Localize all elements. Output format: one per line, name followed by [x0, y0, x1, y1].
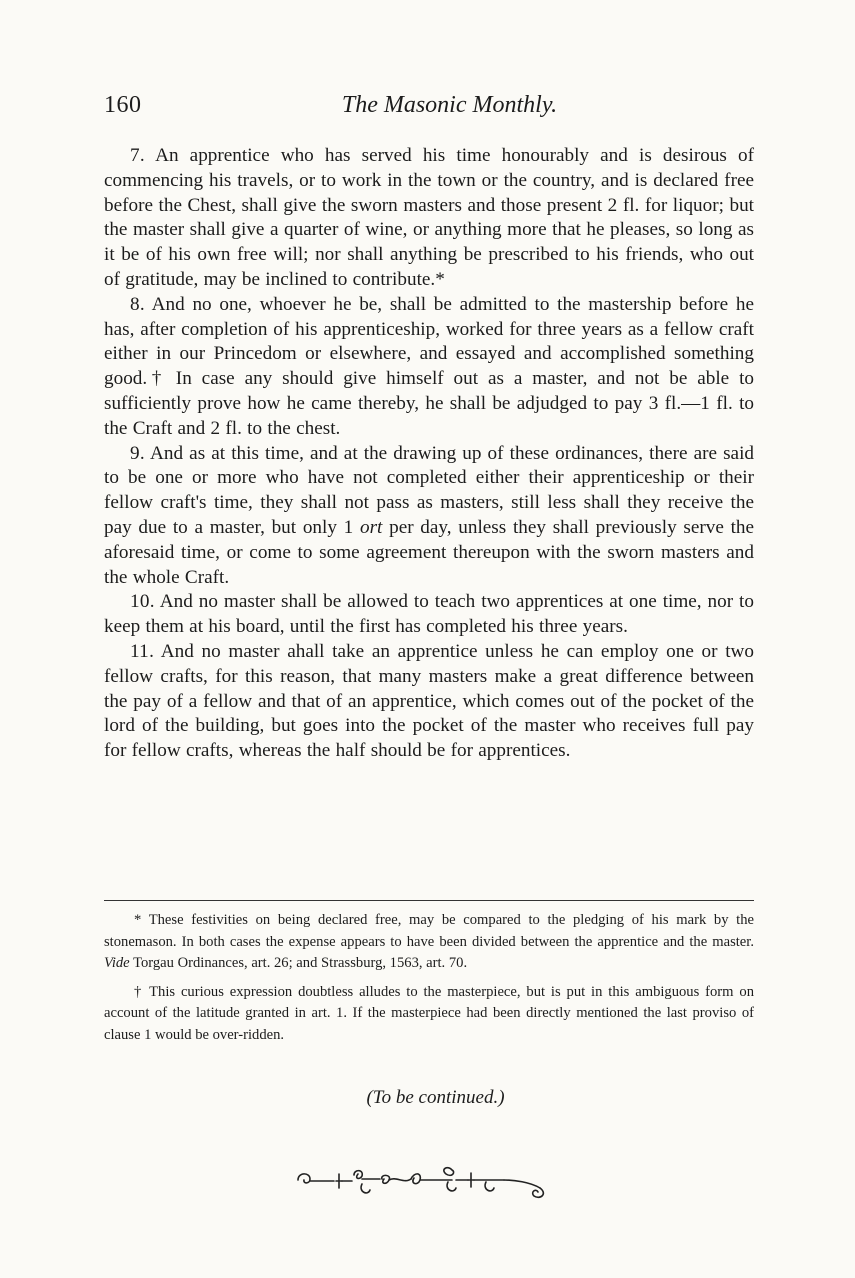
running-header	[104, 86, 755, 126]
article-text: An apprentice who has served his time honourably and is desirous of commencing his travels, or to work in the town or the country, and is declared free before the Chest, shall give the sworn masters and those present 2 fl. for liquor; but the master shall give a quarter of wine, or anything more that he pleases, so long as it be of his own free will; nor shall anything be prescribed to his friends, who out of gratitude, may be inclined to contribute.*	[104, 145, 754, 290]
article-text-italic: ort	[359, 516, 383, 538]
article-text: And no master shall be allowed to teach two apprentices at one time, nor to keep them at his board, until the first has completed his three years.	[104, 591, 754, 638]
journal-title: The Masonic Monthly.	[341, 92, 558, 118]
article-9	[104, 442, 754, 591]
article-number: 8.	[130, 293, 145, 315]
to-be-continued: (To be continued.)	[366, 1087, 505, 1108]
footnote-text: Torgau Ordinances, art. 26; and Strassburg, 1563, art. 70.	[133, 955, 468, 971]
footnote-text: † This curious expression doubtless alludes to the masterpiece, but is put in this ambiguous form on account of the latitude granted in art. 1. If the masterpiece had been directly mentioned the last proviso of clause 1 would be over-ridden.	[104, 983, 754, 1043]
article-text: And as at this time, and at the drawing up of these ordinances, there are said to be one or more who have not completed either their apprenticeship or their fellow craft's time, they shall not pass as masters, still less shall they receive the pay due to a master, but only 1	[104, 442, 754, 538]
footnotes	[104, 910, 754, 1053]
article-number: 9.	[130, 442, 145, 464]
article-number: 7.	[130, 145, 145, 166]
footnote-divider	[104, 900, 754, 901]
article-text: And no one, whoever he be, shall be admitted to the mastership before he has, after completion of his apprenticeship, worked for three years as a fellow craft either in our Princedom or elsewhere, and essayed and accomplished something good.† In case any should give himself out as a master, and not be able to sufficiently prove how he came thereby, he shall be adjudged to pay 3 fl.—1 fl. to the Craft and 2 fl. to the chest.	[104, 293, 754, 439]
article-text: And no master ahall take an apprentice unless he can employ one or two fellow crafts, for this reason, that many masters make a great difference between the pay of a fellow and that of an apprentice, which comes out of the pocket of the lord of the building, but goes into the pocket of the master who receives full pay for fellow crafts, whereas the half should be for apprentices.	[104, 640, 754, 762]
article-7	[104, 144, 754, 293]
footnote-text: * These festivities on being declared free, may be compared to the pledging of his mark by the stonemason. In both cases the expense appears to have been divided between the apprentice and the master.	[104, 912, 754, 950]
article-8	[104, 293, 754, 442]
page-number: 160	[104, 92, 142, 118]
footnote-dagger	[104, 982, 754, 1047]
footnote-text-italic: Vide	[104, 955, 130, 971]
article-text: per day, unless they shall previously serve the aforesaid time, or come to some agreement thereupon with the sworn masters and the whole Craft.	[104, 516, 755, 588]
article-number: 10.	[130, 591, 155, 613]
main-text	[104, 144, 754, 764]
article-number: 11.	[130, 640, 155, 662]
footnote-asterisk	[104, 910, 754, 975]
scroll-ornament-icon	[296, 1160, 550, 1204]
article-10	[104, 590, 754, 640]
article-11	[104, 640, 754, 764]
